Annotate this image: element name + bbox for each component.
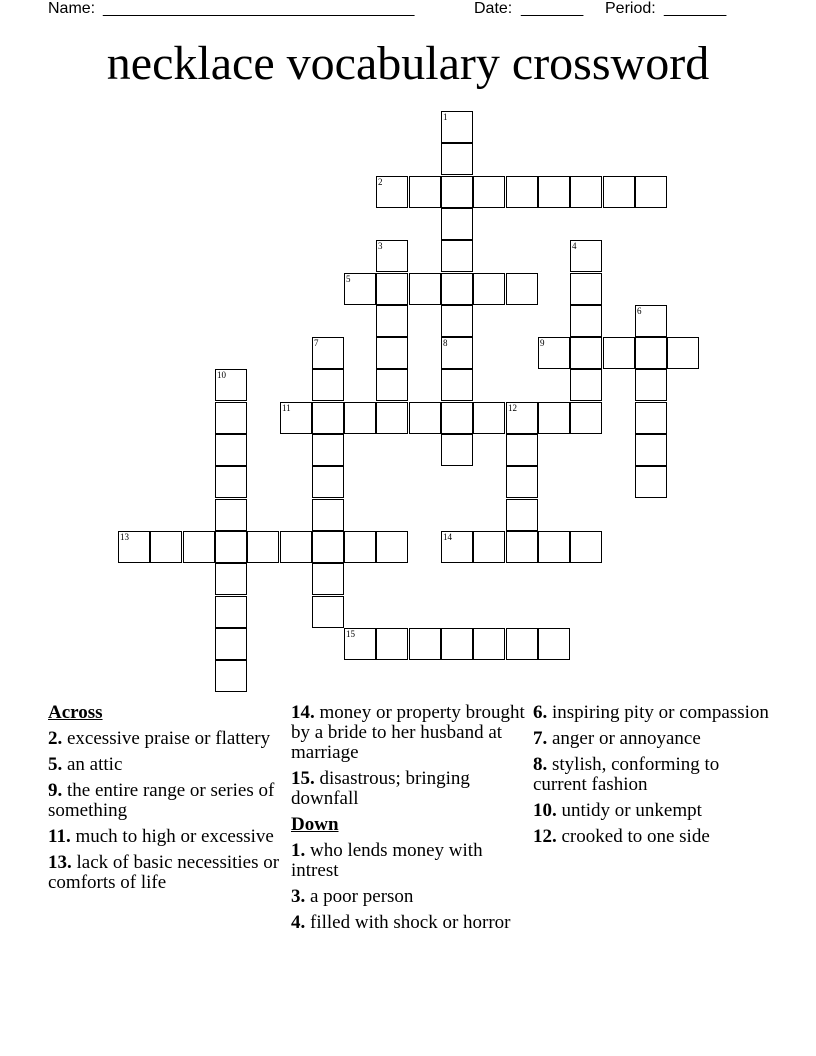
crossword-cell[interactable] <box>506 273 538 305</box>
crossword-cell[interactable] <box>247 531 279 563</box>
crossword-cell[interactable] <box>215 563 247 595</box>
crossword-cell[interactable] <box>215 402 247 434</box>
crossword-cell[interactable] <box>344 273 376 305</box>
clue-across-15 <box>291 769 527 809</box>
cell-number: 1 <box>443 112 448 122</box>
clue-text: an attic <box>67 754 123 775</box>
crossword-cell[interactable] <box>473 176 505 208</box>
clue-number: 7. <box>533 728 548 749</box>
page-title: necklace vocabulary crossword <box>106 37 710 90</box>
clue-text: stylish, conforming to current fashion <box>533 754 720 795</box>
crossword-cell[interactable] <box>312 563 344 595</box>
crossword-cell[interactable] <box>215 466 247 498</box>
crossword-cell[interactable] <box>183 531 215 563</box>
cell-number: 15 <box>346 629 355 639</box>
name-blank[interactable]: ___________________________________ <box>103 0 415 17</box>
crossword-cell[interactable] <box>506 466 538 498</box>
clue-number: 6. <box>533 702 548 723</box>
crossword-cell[interactable] <box>538 628 570 660</box>
crossword-cell[interactable] <box>538 402 570 434</box>
crossword-cell[interactable] <box>344 628 376 660</box>
clue-down-8 <box>533 755 773 795</box>
crossword-cell[interactable] <box>312 434 344 466</box>
crossword-cell[interactable] <box>506 434 538 466</box>
clue-across-2 <box>48 729 280 749</box>
crossword-cell[interactable] <box>635 176 667 208</box>
crossword-cell[interactable] <box>441 402 473 434</box>
crossword-cell[interactable] <box>538 531 570 563</box>
crossword-cell[interactable] <box>409 628 441 660</box>
crossword-cell[interactable] <box>376 628 408 660</box>
crossword-cell[interactable] <box>635 402 667 434</box>
crossword-cell[interactable] <box>570 531 602 563</box>
crossword-cell[interactable] <box>506 628 538 660</box>
crossword-cell[interactable] <box>409 273 441 305</box>
clue-text: the entire range or series of something <box>48 780 275 821</box>
clue-text: who lends money with intrest <box>291 840 483 881</box>
crossword-cell[interactable] <box>118 531 150 563</box>
crossword-cell[interactable] <box>409 402 441 434</box>
crossword-cell[interactable] <box>570 369 602 401</box>
down-heading: Down <box>291 814 339 835</box>
clue-down-7 <box>533 729 773 749</box>
crossword-cell[interactable] <box>570 305 602 337</box>
crossword-cell[interactable] <box>441 240 473 272</box>
crossword-cell[interactable] <box>570 337 602 369</box>
crossword-cell[interactable] <box>312 531 344 563</box>
crossword-cell[interactable] <box>344 402 376 434</box>
crossword-cell[interactable] <box>473 628 505 660</box>
crossword-cell[interactable] <box>312 337 344 369</box>
crossword-cell[interactable] <box>215 369 247 401</box>
crossword-cell[interactable] <box>635 337 667 369</box>
clue-number: 3. <box>291 886 306 907</box>
clue-down-10 <box>533 801 773 821</box>
crossword-cell[interactable] <box>441 305 473 337</box>
crossword-cell[interactable] <box>150 531 182 563</box>
cell-number: 8 <box>443 338 448 348</box>
crossword-cell[interactable] <box>312 596 344 628</box>
crossword-cell[interactable] <box>635 466 667 498</box>
crossword-cell[interactable] <box>441 176 473 208</box>
crossword-cell[interactable] <box>376 337 408 369</box>
crossword-cell[interactable] <box>570 402 602 434</box>
crossword-cell[interactable] <box>215 531 247 563</box>
crossword-cell[interactable] <box>441 208 473 240</box>
crossword-cell[interactable] <box>280 531 312 563</box>
clue-number: 5. <box>48 754 63 775</box>
cell-number: 6 <box>637 306 642 316</box>
cell-number: 7 <box>314 338 319 348</box>
crossword-cell[interactable] <box>473 273 505 305</box>
cell-number: 2 <box>378 177 383 187</box>
clue-across-14 <box>291 703 527 763</box>
clue-across-5 <box>48 755 280 775</box>
cell-number: 10 <box>217 370 226 380</box>
clue-number: 14. <box>291 702 315 723</box>
clues-column-3 <box>533 703 773 853</box>
clue-number: 1. <box>291 840 306 861</box>
crossword-cell[interactable] <box>312 369 344 401</box>
crossword-cell[interactable] <box>376 531 408 563</box>
crossword-cell[interactable] <box>635 305 667 337</box>
clue-across-13 <box>48 853 280 893</box>
clue-text: untidy or unkempt <box>561 800 702 821</box>
cell-number: 4 <box>572 241 577 251</box>
clue-down-3 <box>291 887 527 907</box>
crossword-cell[interactable] <box>441 369 473 401</box>
clue-down-1 <box>291 841 527 881</box>
cell-number: 9 <box>540 338 545 348</box>
clue-down-6 <box>533 703 773 723</box>
crossword-cell[interactable] <box>635 434 667 466</box>
crossword-cell[interactable] <box>312 499 344 531</box>
clue-text: inspiring pity or compassion <box>552 702 769 723</box>
crossword-cell[interactable] <box>312 402 344 434</box>
crossword-cell[interactable] <box>506 402 538 434</box>
crossword-cell[interactable] <box>441 628 473 660</box>
crossword-cell[interactable] <box>215 596 247 628</box>
clue-down-4 <box>291 913 527 933</box>
crossword-cell[interactable] <box>635 369 667 401</box>
clue-number: 13. <box>48 852 72 873</box>
crossword-cell[interactable] <box>215 499 247 531</box>
clue-number: 12. <box>533 826 557 847</box>
clue-number: 9. <box>48 780 63 801</box>
clue-text: filled with shock or horror <box>310 912 511 933</box>
crossword-cell[interactable] <box>344 531 376 563</box>
clue-text: excessive praise or flattery <box>67 728 271 749</box>
clue-number: 8. <box>533 754 548 775</box>
clue-across-9 <box>48 781 280 821</box>
cell-number: 5 <box>346 274 351 284</box>
crossword-cell[interactable] <box>376 402 408 434</box>
crossword-cell[interactable] <box>441 143 473 175</box>
clue-text: much to high or excessive <box>75 826 274 847</box>
clue-text: crooked to one side <box>561 826 710 847</box>
clues-column-1 <box>48 703 280 899</box>
crossword-cell[interactable] <box>376 176 408 208</box>
clue-text: disastrous; bringing downfall <box>291 768 470 809</box>
clue-text: anger or annoyance <box>552 728 701 749</box>
cell-number: 3 <box>378 241 383 251</box>
crossword-cell[interactable] <box>441 434 473 466</box>
crossword-cell[interactable] <box>473 402 505 434</box>
across-heading: Across <box>48 702 103 723</box>
clue-number: 11. <box>48 826 71 847</box>
clue-across-11 <box>48 827 280 847</box>
crossword-cell[interactable] <box>441 111 473 143</box>
clue-number: 2. <box>48 728 63 749</box>
crossword-cell[interactable] <box>376 369 408 401</box>
crossword-cell[interactable] <box>441 273 473 305</box>
clue-number: 4. <box>291 912 306 933</box>
crossword-cell[interactable] <box>409 176 441 208</box>
crossword-cell[interactable] <box>538 337 570 369</box>
clue-number: 10. <box>533 800 557 821</box>
crossword-cell[interactable] <box>570 240 602 272</box>
crossword-cell[interactable] <box>312 466 344 498</box>
crossword-cell[interactable] <box>376 305 408 337</box>
clue-text: money or property brought by a bride to her husband at marriage <box>291 702 525 763</box>
crossword-cell[interactable] <box>215 628 247 660</box>
crossword-cell[interactable] <box>215 434 247 466</box>
crossword-cell[interactable] <box>506 499 538 531</box>
period-label: Period: <box>605 0 656 17</box>
crossword-cell[interactable] <box>441 337 473 369</box>
crossword-cell[interactable] <box>603 337 635 369</box>
cell-number: 11 <box>282 403 291 413</box>
clues-column-2 <box>291 703 527 939</box>
date-label: Date: <box>474 0 513 17</box>
crossword-cell[interactable] <box>376 240 408 272</box>
clue-text: lack of basic necessities or comforts of life <box>48 852 280 893</box>
cell-number: 14 <box>443 532 452 542</box>
crossword-cell[interactable] <box>215 660 247 692</box>
crossword-cell[interactable] <box>667 337 699 369</box>
name-label: Name: <box>48 0 96 17</box>
crossword-cell[interactable] <box>473 531 505 563</box>
crossword-cell[interactable] <box>570 176 602 208</box>
crossword-cell[interactable] <box>506 531 538 563</box>
crossword-cell[interactable] <box>538 176 570 208</box>
clue-down-12 <box>533 827 773 847</box>
crossword-cell[interactable] <box>570 273 602 305</box>
crossword-cell[interactable] <box>376 273 408 305</box>
period-blank[interactable]: _______ <box>664 0 727 17</box>
crossword-cell[interactable] <box>506 176 538 208</box>
date-blank[interactable]: _______ <box>521 0 584 17</box>
cell-number: 12 <box>508 403 517 413</box>
clue-text: a poor person <box>310 886 414 907</box>
crossword-cell[interactable] <box>280 402 312 434</box>
cell-number: 13 <box>120 532 129 542</box>
crossword-cell[interactable] <box>441 531 473 563</box>
clue-number: 15. <box>291 768 315 789</box>
crossword-cell[interactable] <box>603 176 635 208</box>
